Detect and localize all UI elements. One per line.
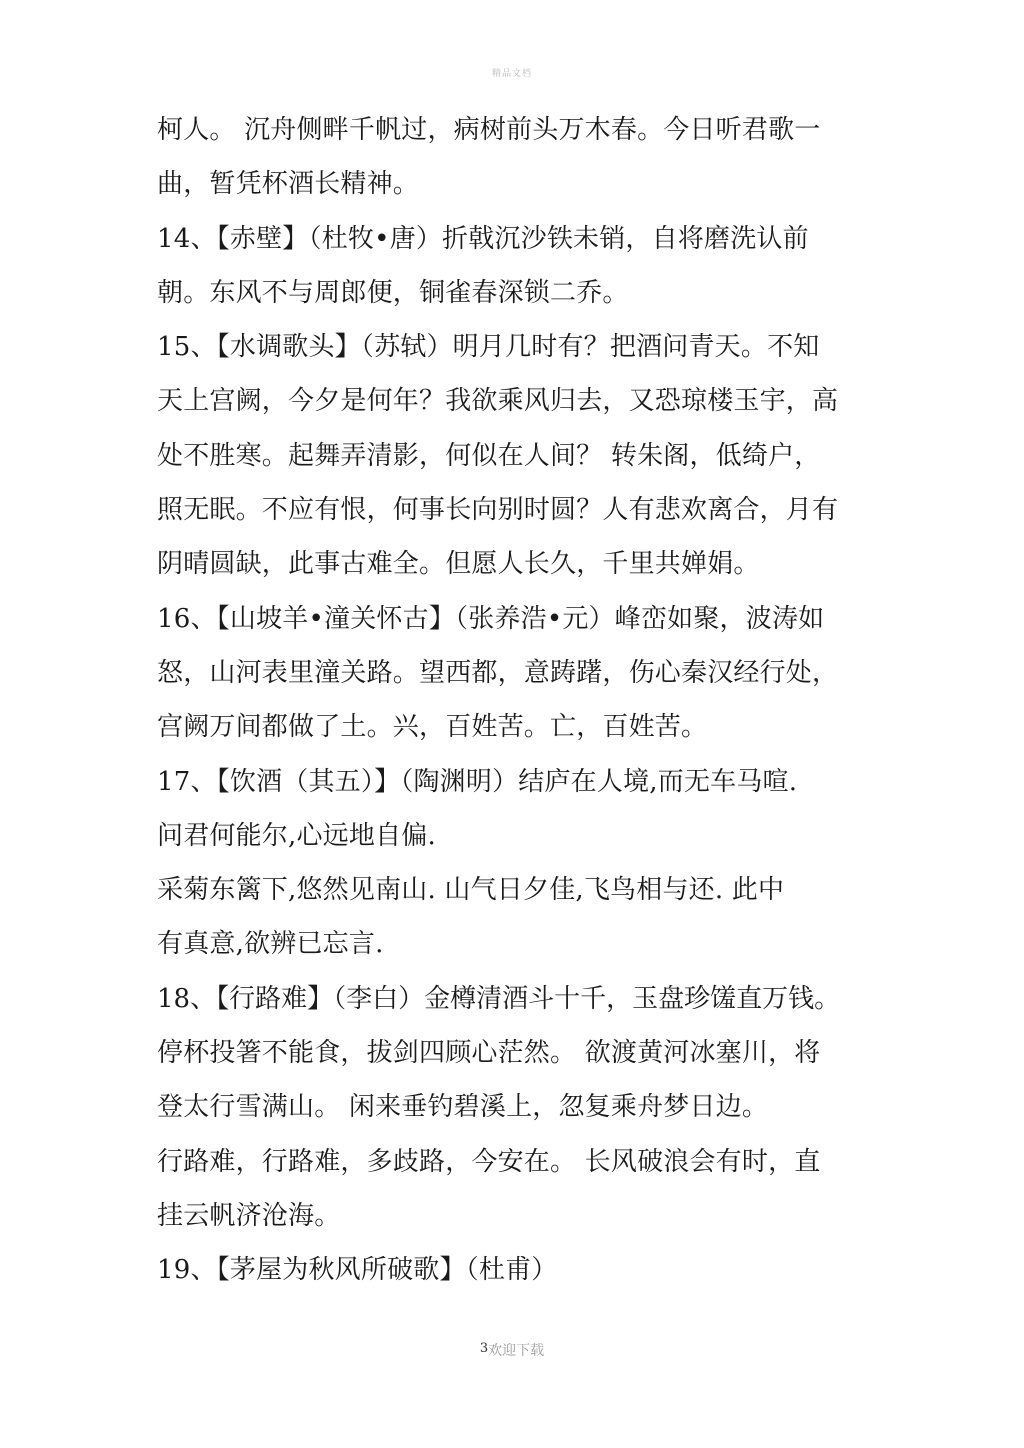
page-footer <box>0 1340 1024 1360</box>
text-line: 阴晴圆缺，此事古难全。但愿人长久，千里共婵娟。 <box>157 549 760 580</box>
text-line: 有真意,欲辨已忘言. <box>157 929 384 960</box>
footer-text: 欢迎下载 <box>488 1343 545 1359</box>
text-line: 怒，山河表里潼关路。望西都，意踌躇，伤心秦汉经行处， <box>157 657 839 688</box>
header-watermark: 精品文档 <box>491 69 532 79</box>
poem-14-line: 14、【赤壁】（杜牧•唐）折戟沉沙铁未销，自将磨洗认前 <box>157 223 809 254</box>
page-number: 3 <box>479 1341 489 1356</box>
poem-18-line: 18、【行路难】（李白）金樽清酒斗十千，玉盘珍馐直万钱。 <box>157 983 841 1014</box>
text-line: 问君何能尔,心远地自偏. <box>157 820 436 851</box>
text-line: 照无眠。不应有恨，何事长向别时圆？人有悲欢离合，月有 <box>157 495 839 526</box>
poem-15-line: 15、【水调歌头】（苏轼）明月几时有？把酒问青天。不知 <box>157 332 820 363</box>
text-line: 采菊东篱下,悠然见南山. 山气日夕佳,飞鸟相与还. 此中 <box>157 875 785 906</box>
document-body <box>157 103 877 1298</box>
text-line: 挂云帆济沧海。 <box>157 1200 341 1231</box>
text-line: 行路难，行路难，多歧路，今安在。 长风破浪会有时，直 <box>157 1146 821 1177</box>
text-line: 处不胜寒。起舞弄清影，何似在人间？ 转朱阁，低绮户， <box>157 440 821 471</box>
poem-17-line: 17、【饮酒（其五）】（陶渊明）结庐在人境,而无车马喧. <box>157 766 798 797</box>
poem-19-line: 19、【茅屋为秋风所破歌】（杜甫） <box>157 1255 558 1286</box>
text-line: 曲，暂凭杯酒长精神。 <box>157 169 420 200</box>
text-line: 天上宫阙，今夕是何年？我欲乘风归去，又恐琼楼玉宇，高 <box>157 386 839 417</box>
text-line: 登太行雪满山。 闲来垂钓碧溪上，忽复乘舟梦日边。 <box>157 1092 769 1123</box>
text-line: 柯人。 沉舟侧畔千帆过，病树前头万木春。今日听君歌一 <box>157 115 821 145</box>
poem-16-line: 16、【山坡羊•潼关怀古】（张养浩•元）峰峦如聚，波涛如 <box>157 603 825 634</box>
text-line: 停杯投箸不能食，拔剑四顾心茫然。 欲渡黄河冰塞川，将 <box>157 1038 821 1069</box>
text-line: 朝。东风不与周郎便，铜雀春深锁二乔。 <box>157 277 629 308</box>
text-line: 宫阙万间都做了土。兴，百姓苦。亡，百姓苦。 <box>157 712 708 743</box>
